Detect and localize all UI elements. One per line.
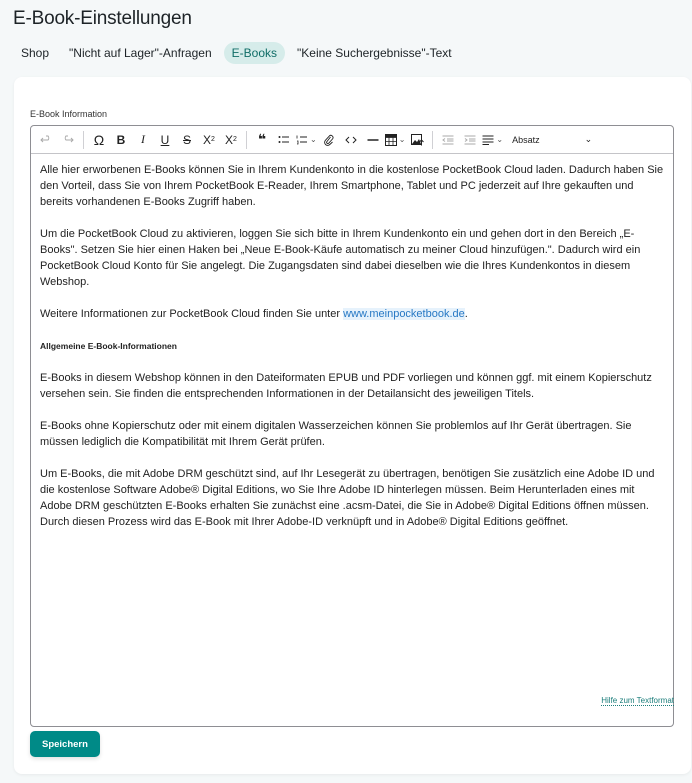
text-format-help-link[interactable]: Hilfe zum Textformat — [601, 696, 674, 705]
tab-out-of-stock-requests[interactable]: "Nicht auf Lager"-Anfragen — [69, 46, 212, 60]
block-format-value: Absatz — [512, 134, 540, 145]
toolbar-separator — [83, 131, 84, 149]
chevron-down-icon: ⌄ — [398, 135, 406, 144]
code-icon[interactable] — [340, 129, 362, 151]
bulleted-list-icon[interactable] — [273, 129, 295, 151]
tabs — [13, 42, 460, 64]
italic-icon[interactable]: I — [141, 132, 145, 146]
image-upload-icon[interactable] — [406, 129, 428, 151]
redo-icon[interactable] — [57, 129, 79, 151]
tab-shop[interactable]: Shop — [21, 46, 50, 60]
block-format-select[interactable] — [508, 134, 596, 145]
editor-toolbar — [31, 126, 673, 154]
blockquote-icon[interactable]: ❝ — [257, 131, 267, 147]
settings-card — [14, 77, 691, 774]
rich-text-editor — [30, 125, 674, 727]
page-title: E-Book-Einstellungen — [13, 8, 192, 29]
toolbar-separator — [246, 131, 247, 149]
table-icon[interactable] — [384, 129, 407, 151]
chevron-down-icon: ⌄ — [310, 135, 317, 144]
outdent-icon[interactable] — [437, 129, 459, 151]
editor-content[interactable] — [31, 154, 673, 554]
undo-icon[interactable] — [35, 129, 57, 151]
subscript-icon[interactable]: X 2 — [203, 132, 215, 147]
pocketbook-link[interactable]: www.meinpocketbook.de — [343, 308, 465, 320]
paragraph: Um E-Books, die mit Adobe DRM geschützt sind, auf Ihr Lesegerät zu übertragen, benötigen Sie zusätzlich eine Adobe ID und die kostenlose Software Adobe® Digital Editions, wo Sie Ihre Adobe ID hinterlegen müssen. Beim Herunterladen eines mit Adobe DRM geschützten E-Books erhalten Sie zunächst eine .acsm-Datei, die Sie in Adobe® Digital Editions öffnen müssen. Durch diesen Prozess wird das E-Book mit Ihrer Adobe-ID verknüpft und in Adobe® Digital Editions geöffnet. — [40, 468, 655, 528]
tab-no-search-results-text[interactable]: "Keine Suchergebnisse"-Text — [297, 46, 452, 60]
superscript-icon[interactable]: X 2 — [225, 132, 237, 147]
field-label: E-Book Information — [30, 109, 108, 119]
section-heading: Allgemeine E-Book-Informationen — [40, 341, 177, 351]
indent-icon[interactable] — [459, 129, 481, 151]
chevron-down-icon: ⌄ — [496, 135, 504, 144]
tab-ebooks[interactable]: E-Books — [224, 42, 285, 64]
horizontal-line-icon[interactable] — [362, 129, 384, 151]
save-button[interactable]: Speichern — [30, 731, 100, 757]
paragraph: Um die PocketBook Cloud zu aktivieren, loggen Sie sich bitte in Ihrem Kundenkonto ein und gehen dort in den Bereich „E-Books". Setzen Sie hier einen Haken bei „Neue E-Book-Käufe automatisch zu meiner Cloud hinzufügen.". Dadurch wird ein PocketBook Cloud Konto für Sie angelegt. Die Zugangsdaten sind dabei dieselben wie die Ihres Kundenkontos in diesem Webshop. — [40, 228, 641, 288]
strikethrough-icon[interactable]: S — [182, 132, 191, 147]
underline-icon[interactable]: U — [160, 132, 170, 147]
link-icon[interactable] — [318, 129, 340, 151]
bold-icon[interactable]: B — [116, 132, 126, 147]
align-icon[interactable] — [481, 129, 504, 151]
paragraph: Alle hier erworbenen E-Books können Sie in Ihrem Kundenkonto in die kostenlose PocketBook Cloud laden. Dadurch haben Sie den Vorteil, dass Sie von Ihrem PocketBook E-Reader, Ihrem Smartphone, Tablet und PC jederzeit auf Ihre gekauften und bereits vorhandenen E-Books Zugriff haben. — [40, 164, 664, 208]
paragraph — [40, 306, 664, 322]
toolbar-separator — [432, 131, 433, 149]
paragraph: E-Books in diesem Webshop können in den Dateiformaten EPUB und PDF vorliegen und können ggf. mit einem Kopierschutz versehen sein. Sie finden die entsprechenden Informationen in der Detailansicht des jeweiligen Titels. — [40, 372, 652, 400]
paragraph: E-Books ohne Kopierschutz oder mit einem digitalen Wasserzeichen können Sie problemlos auf Ihr Gerät übertragen. Sie müssen lediglich die Kompatibilität mit Ihrem Gerät prüfen. — [40, 420, 632, 448]
numbered-list-icon[interactable] — [295, 129, 318, 151]
text: . — [464, 308, 468, 320]
special-characters-icon[interactable]: Ω — [93, 131, 105, 148]
chevron-down-icon: ⌄ — [584, 134, 593, 144]
text: Weitere Informationen zur PocketBook Cloud finden Sie unter — [40, 308, 344, 320]
